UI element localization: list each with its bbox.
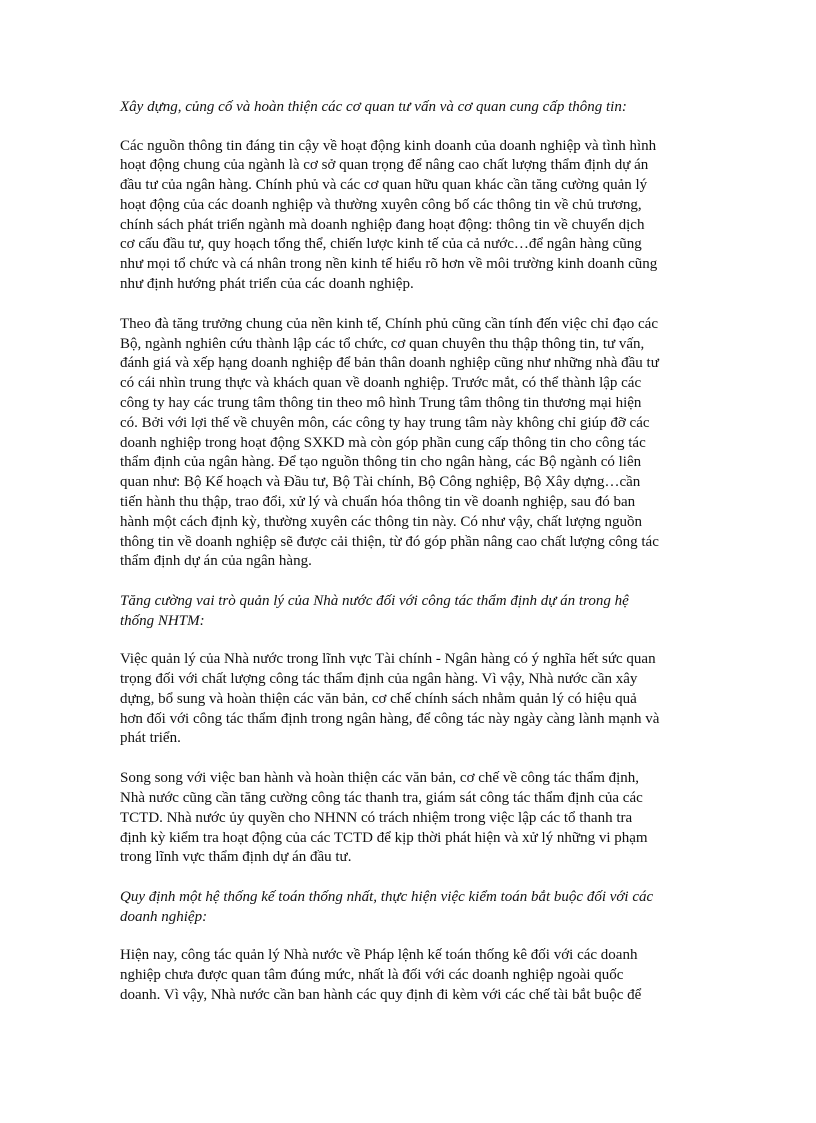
- heading-line: thống NHTM:: [120, 612, 205, 629]
- text-line: phát triển.: [120, 730, 181, 747]
- text-line: như mọi tổ chức và cá nhân trong nền kinh tế hiểu rõ hơn về môi trường kinh doanh cũng: [120, 256, 658, 273]
- text-line: có. Bởi với lợi thế về chuyên môn, các công ty hay trung tâm này không chỉ giúp đỡ các: [120, 414, 650, 431]
- text-line: thẩm định của ngân hàng. Để tạo nguồn thông tin cho ngân hàng, các Bộ ngành có liên: [120, 454, 642, 471]
- text-line: Hiện nay, công tác quản lý Nhà nước về Pháp lệnh kế toán thống kê đối với các doanh: [120, 947, 638, 964]
- text-line: hoạt động chung của ngành là cơ sở quan trọng để nâng cao chất lượng thẩm định dự án: [120, 157, 649, 174]
- text-line: TCTD. Nhà nước ủy quyền cho NHNN có trách nhiệm trong việc lập các tổ thanh tra: [120, 809, 633, 826]
- text-line: Các nguồn thông tin đáng tin cậy về hoạt động kinh doanh của doanh nghiệp và tình hình: [120, 137, 657, 154]
- heading-line: Quy định một hệ thống kế toán thống nhất, thực hiện việc kiểm toán bắt buộc đối với các: [120, 889, 654, 906]
- text-line: đánh giá và xếp hạng doanh nghiệp để bản thân doanh nghiệp cũng như những nhà đầu tư: [120, 355, 659, 372]
- heading-line: Tăng cường vai trò quản lý của Nhà nước đối với công tác thẩm định dự án trong hệ: [120, 593, 629, 610]
- text-line: quan như: Bộ Kế hoạch và Đầu tư, Bộ Tài chính, Bộ Công nghiệp, Bộ Xây dựng…cần: [120, 474, 641, 491]
- section-heading: [120, 592, 700, 631]
- text-line: thông tin về doanh nghiệp sẽ được cải thiện, từ đó góp phần nâng cao chất lượng công tác: [120, 533, 659, 550]
- text-line: thẩm định dự án của ngân hàng.: [120, 553, 312, 570]
- paragraph: [120, 137, 700, 295]
- section-heading: [120, 888, 700, 927]
- text-line: doanh nghiệp trong hoạt động SXKD mà còn góp phần cung cấp thông tin cho công tác: [120, 434, 646, 451]
- text-line: đầu tư của ngân hàng. Chính phủ và các cơ quan hữu quan khác cần tăng cường quản lý: [120, 177, 648, 194]
- text-line: hoạt động của các doanh nghiệp và thường xuyên công bố các thông tin về chủ trương,: [120, 196, 642, 213]
- text-line: có cái nhìn trung thực và khách quan về doanh nghiệp. Trước mắt, có thể thành lập các: [120, 375, 642, 392]
- paragraph: [120, 946, 700, 1005]
- text-line: Nhà nước cũng cần tăng cường công tác thanh tra, giám sát công tác thẩm định của các: [120, 790, 643, 807]
- text-line: chính sách phát triển ngành mà doanh nghiệp đang hoạt động: thông tin về chuyển dịch: [120, 216, 645, 233]
- text-line: trong lĩnh vực thẩm định dự án đầu tư.: [120, 849, 352, 866]
- section-heading: [120, 98, 700, 118]
- text-line: như định hướng phát triển của các doanh nghiệp.: [120, 276, 414, 293]
- text-line: định kỳ kiểm tra hoạt động của các TCTD để kịp thời phát hiện và xử lý những vi phạm: [120, 829, 648, 846]
- paragraph: [120, 315, 700, 572]
- text-line: Bộ, ngành nghiên cứu thành lập các tổ chức, cơ quan chuyên thu thập thông tin, tư vấn,: [120, 335, 645, 352]
- text-line: Song song với việc ban hành và hoàn thiện các văn bản, cơ chế về công tác thẩm định,: [120, 770, 640, 787]
- text-line: tiến hành thu thập, trao đổi, xử lý và chuẩn hóa thông tin về doanh nghiệp, sau đó ban: [120, 494, 636, 511]
- text-line: Việc quản lý của Nhà nước trong lĩnh vực Tài chính - Ngân hàng có ý nghĩa hết sức quan: [120, 651, 656, 668]
- text-line: công ty hay các trung tâm thông tin theo mô hình Trung tâm thông tin thương mại hiện: [120, 395, 642, 412]
- text-line: dựng, bổ sung và hoàn thiện các văn bản, cơ chế chính sách nhằm quản lý có hiệu quả: [120, 690, 637, 707]
- text-line: hơn đối với công tác thẩm định trong ngân hàng, để công tác này ngày càng lành mạnh và: [120, 710, 660, 727]
- heading-line: Xây dựng, củng cố và hoàn thiện các cơ quan tư vấn và cơ quan cung cấp thông tin:: [120, 99, 627, 115]
- text-line: cơ cấu đầu tư, quy hoạch tổng thể, chiến lược kinh tế của cả nước…để ngân hàng cũng: [120, 236, 642, 253]
- text-line: nghiệp chưa được quan tâm đúng mức, nhất là đối với các doanh nghiệp ngoài quốc: [120, 967, 624, 983]
- text-line: Theo đà tăng trưởng chung của nền kinh tế, Chính phủ cũng cần tính đến việc chỉ đạo các: [120, 315, 658, 332]
- paragraph: [120, 650, 700, 749]
- document-page: [120, 98, 700, 1026]
- text-line: hành một cách định kỳ, thường xuyên các thông tin này. Có như vậy, chất lượng nguồn: [120, 513, 642, 530]
- text-line: doanh. Vì vậy, Nhà nước cần ban hành các quy định đi kèm với các chế tài bắt buộc để: [120, 986, 642, 1003]
- paragraph: [120, 769, 700, 868]
- heading-line: doanh nghiệp:: [120, 908, 208, 925]
- text-line: trọng đối với chất lượng công tác thẩm định của ngân hàng. Vì vậy, Nhà nước cần xây: [120, 671, 638, 688]
